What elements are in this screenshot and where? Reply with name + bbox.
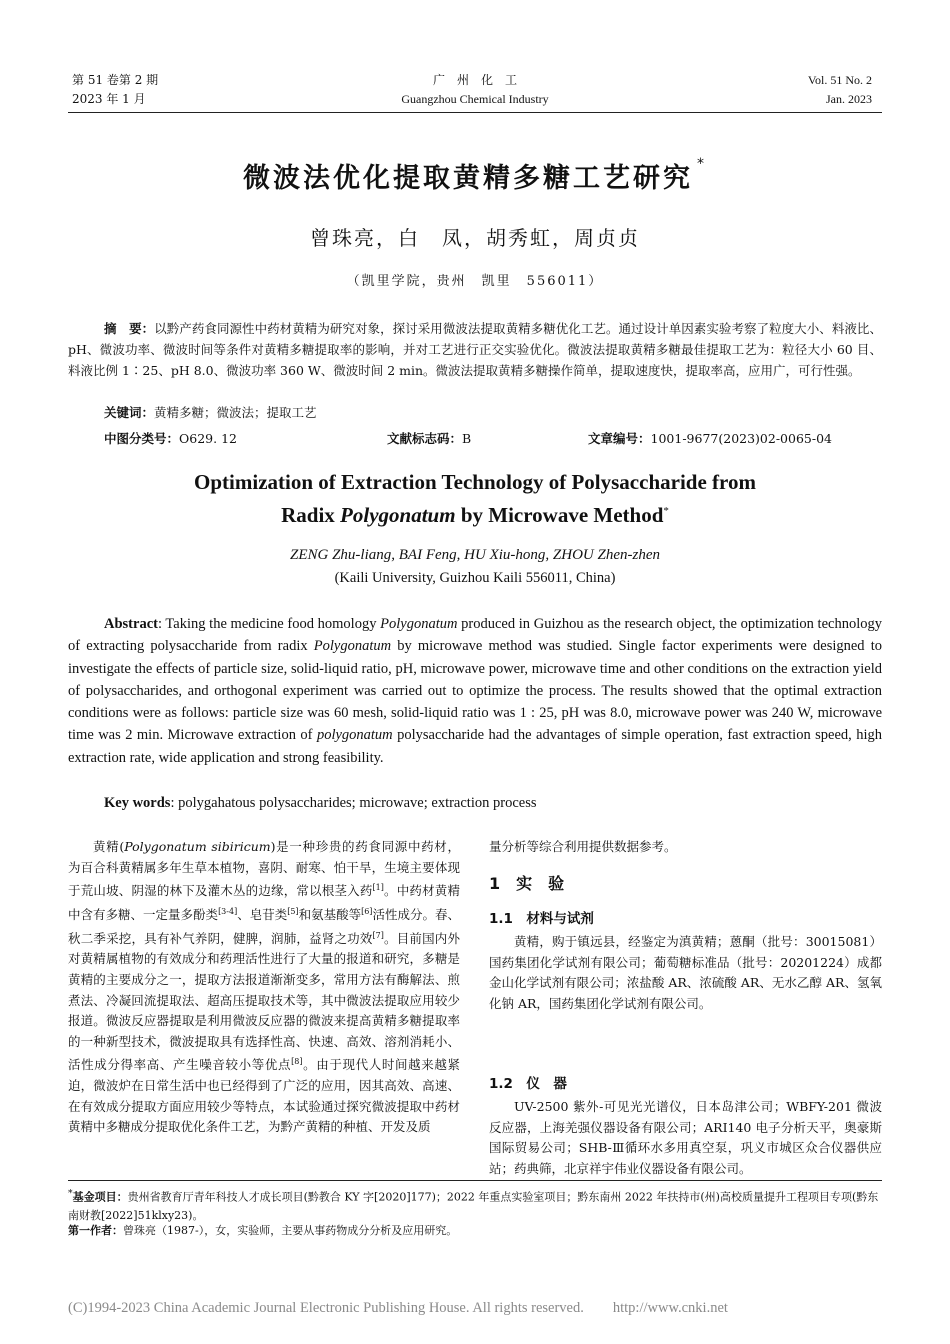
abstract-en-sep: : (157, 616, 166, 632)
abstract-en (68, 613, 882, 769)
title-en-post: by Microwave Method (455, 503, 664, 527)
section-1-2-text (489, 1097, 882, 1179)
section-1-2-body: UV-2500 紫外-可见光光谱仪，日本岛津公司；WBFY-201 微波反应器，上海羌强仪器设备有限公司；ARI140 电子分析天平，奥豪斯国际贸易公司；SHB-Ⅲ循环水多用真空泵，巩义市城区众合仪器供应站；药典筛，北京祥宇伟业仪器设备有限公司。 (489, 1099, 882, 1176)
abstract-cn-text: 以黔产药食同源性中药材黄精为研究对象，探讨采用微波法提取黄精多糖优化工艺。通过设计单因素实验考察了粒度大小、料液比、pH、微波功率、微波时间等条件对黄精多糖提取率的影响，并对工艺进行正交实验优化。微波法提取黄精多糖最佳提取工艺为：粒径大小 60 目、料液比例 1∶25、pH 8.0、微波功率 360 W、微波时间 2 min。微波法提取黄精多糖操作简单，提取速度快，提取率高，应用广，可行性强。 (68, 321, 882, 378)
section-heading-1: 1 实 验 (489, 874, 565, 893)
citation-ref: [7] (372, 930, 384, 940)
abstract-cn-label: 摘 要： (104, 321, 155, 336)
keywords-en-sep: : (170, 795, 179, 811)
title-en-line1: Optimization of Extraction Technology of Polysaccharide from (194, 470, 756, 494)
header-volume-en (808, 71, 872, 109)
keywords-en (104, 795, 536, 812)
copyright-notice: (C)1994-2023 China Academic Journal Electronic Publishing House. All rights reserved. http://www.cnki.net (68, 1300, 728, 1316)
citation-ref: [3-4] (218, 906, 238, 916)
body-italic: Polygonatum sibiricum (124, 839, 271, 854)
citation-ref: [8] (291, 1057, 303, 1067)
article-number (588, 429, 832, 447)
citation-ref: [6] (361, 906, 373, 916)
section-1-1-body: 黄精，购于镇远县，经鉴定为滇黄精；蒽酮（批号：30015081）国药集团化学试剂有限公司；葡萄糖标准品（批号：20201224）成都金山化学试剂有限公司；浓盐酸 AR、浓硫酸 AR、无水乙醇 AR、氢氧化钠 AR，国药集团化学试剂有限公司。 (489, 934, 882, 1011)
abstract-en-label: Abstract (104, 616, 158, 632)
keywords-cn (104, 403, 317, 421)
header-volume: 第 51 卷第 2 期 (72, 73, 159, 87)
body-text: 黄精( (93, 839, 125, 854)
body-left-column (68, 837, 460, 1138)
header-month: Jan. 2023 (826, 92, 872, 106)
abstract-en-part: Taking the medicine food homology (165, 616, 381, 632)
clc-number (104, 429, 237, 447)
header-journal-en: Guangzhou Chemical Industry (401, 92, 549, 106)
section-heading-1-1: 1.1 材料与试剂 (489, 911, 594, 927)
body-text: )是一种珍贵的药食同源中药材，为百合科黄精属多年生草本植物，喜阴、耐寒、怕干旱，生境主要体现于荒山坡、阴湿的林下及灌木丛的边缘，常以根茎入药 (68, 839, 460, 899)
article-number-value: 1001-9677(2023)02-0065-04 (650, 431, 832, 446)
title-footnote-mark: * (697, 156, 707, 172)
footnote-funding (68, 1185, 882, 1225)
body-text: 和氨基酸等 (298, 907, 362, 923)
first-author-label: 第一作者： (68, 1224, 123, 1237)
body-text: 。目前国内外对黄精属植物的有效成分和药理活性进行了大量的报道和研究，多糖是黄精的主要成分之一，提取方法报道渐渐变多，常用方法有酶解法、煎煮法、冷凝回流提取法、超高压提取技术等，其中微波法提取应用较少报道。微波反应器提取是利用微波反应器的微波来提高黄精多糖提取率的一种新型技术，微波提取具有选择性高、快速、高效、溶剂消耗小、活性成分得率高、产生噪音较小等优点 (68, 930, 460, 1073)
header-vol-no: Vol. 51 No. 2 (807, 73, 872, 87)
article-number-label: 文章编号： (588, 431, 651, 446)
paper-title-cn (0, 156, 950, 195)
citation-ref: [1] (372, 883, 384, 893)
abstract-cn (68, 318, 882, 381)
abstract-en-part: produced in Guizhou as the research object, the optimization technology of extracting polysaccharide from radix (68, 616, 882, 655)
document-code (387, 429, 471, 447)
keywords-cn-label: 关键词： (104, 405, 155, 420)
abstract-en-part: by microwave method was studied. Single factor experiments were designed to investigate the effects of particle size, solid-liquid ratio, pH, microwave power, microwave time and other conditions on the extraction yield of polysaccharides, and orthogonal experiment was carried out to optimize the process. The results showed that the optimal extraction conditions were as follows: particle size was 60 mesh, solid-liquid ratio was 1 : 25, pH was 8.0, microwave power was 240 W, microwave time was 2 min. Microwave extraction of (68, 638, 882, 744)
authors-en: ZENG Zhu-liang, BAI Feng, HU Xiu-hong, ZHOU Zhen-zhen (290, 547, 660, 563)
clc-value: O629. 12 (179, 431, 237, 446)
funding-text: 贵州省教育厅青年科技人才成长项目(黔教合 KY 字[2020]177)；2022 年重点实验室项目；黔东南州 2022 年扶持市(州)高校质量提升工程项目专项(黔东南财教[2022]51klxy23)。 (68, 1190, 879, 1222)
affiliation-cn: （凯里学院，贵州 凯里 556011） (346, 274, 604, 289)
body-right-continuation: 量分析等综合利用提供数据参考。 (489, 839, 677, 854)
abstract-en-italic: Polygonatum (313, 638, 392, 655)
body-text: 、皂苷类 (237, 907, 288, 923)
section-1-1-text (489, 932, 882, 1014)
footnote-mark: * (68, 1188, 73, 1199)
header-journal-cn: 广 州 化 工 (432, 73, 517, 87)
section-heading-1-2: 1.2 仪 器 (489, 1076, 567, 1092)
body-text: 活性成分。春、秋二季采挖，具有补气养阴，健脾，润肺，益肾之功效 (68, 907, 460, 946)
title-en-pre: Radix (281, 503, 341, 527)
funding-label: 基金项目： (72, 1190, 128, 1204)
authors-cn: 曾珠亮，白 凤，胡秀虹，周贞贞 (310, 226, 640, 250)
abstract-en-part: polysaccharide had the advantages of simple operation, fast extraction speed, high extraction rate, wide application and strong feasibility. (68, 727, 882, 766)
abstract-en-italic: polygonatum (316, 727, 393, 744)
title-en-mark: * (663, 505, 669, 517)
header-rule (68, 112, 882, 113)
footnote-rule (68, 1180, 882, 1181)
title-cn-text: 微波法优化提取黄精多糖工艺研究 (243, 163, 693, 194)
keywords-cn-text: 黄精多糖；微波法；提取工艺 (154, 405, 317, 420)
header-date: 2023 年 1 月 (72, 92, 146, 106)
title-en-italic: Polygonatum (340, 503, 456, 527)
citation-ref: [5] (287, 906, 299, 916)
doc-code-value: B (462, 431, 472, 446)
body-text: 。中药材黄精中含有多糖、一定量多酚类 (68, 883, 460, 923)
first-author-text: 曾珠亮（1987-），女，实验师，主要从事药物成分分析及应用研究。 (123, 1224, 458, 1237)
title-en-line2 (0, 497, 950, 530)
doc-code-label: 文献标志码： (387, 431, 463, 446)
affiliation-en: (Kaili University, Guizhou Kaili 556011, China) (334, 570, 616, 586)
keywords-en-text: polygahatous polysaccharides; microwave; extraction process (178, 795, 537, 811)
body-text: 。由于现代人时间越来越紧迫，微波炉在日常生活中也已经得到了广泛的应用，因其高效、高速、在有效成分提取方面应用较少等特点，本试验通过探究微波提取中药材黄精中多糖成分提取优化条件工艺，为黔产黄精的种植、开发及质 (68, 1057, 460, 1135)
footnote-first-author (68, 1222, 882, 1240)
abstract-en-italic: Polygonatum (380, 616, 458, 632)
keywords-en-label: Key words (104, 795, 171, 811)
paper-title-en (0, 468, 950, 530)
clc-label: 中图分类号： (104, 431, 180, 446)
